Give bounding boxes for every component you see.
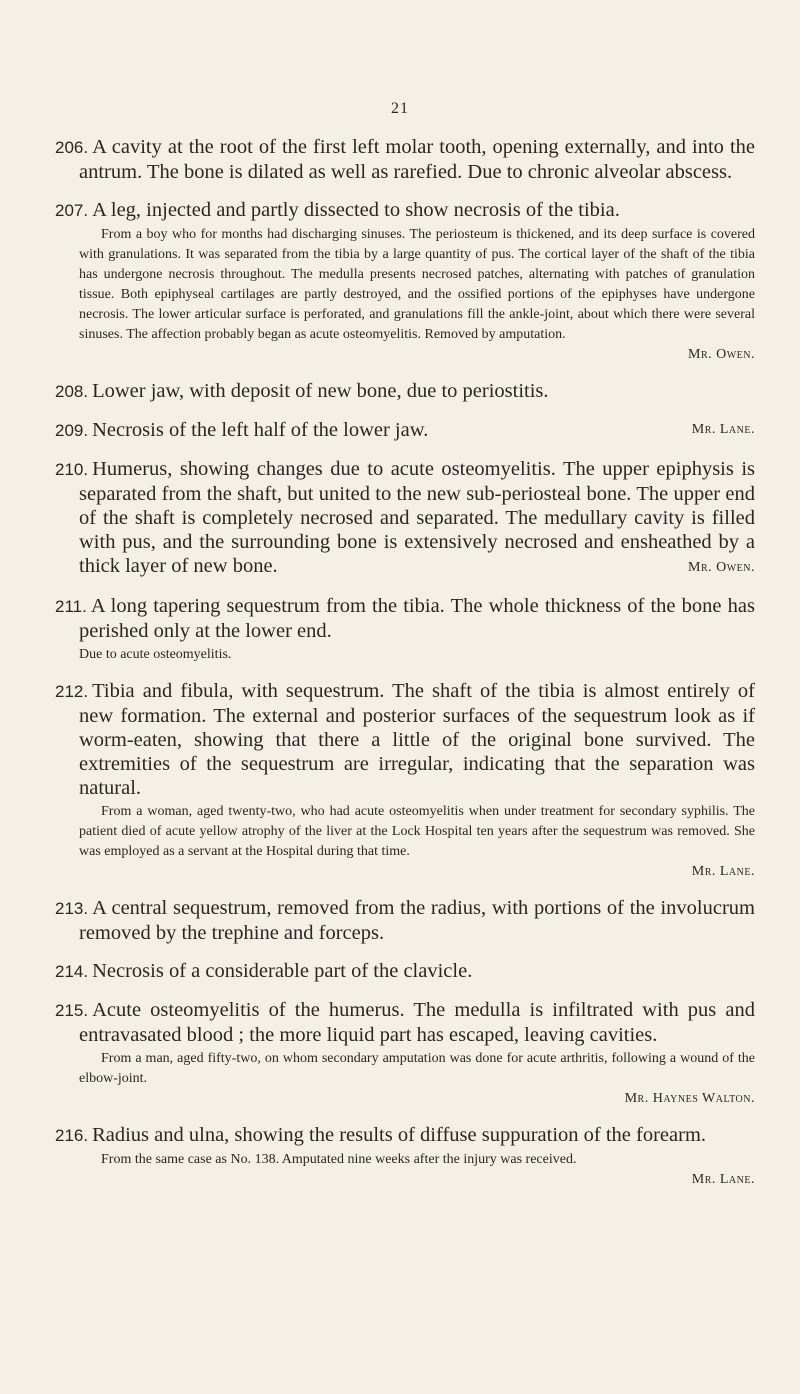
entry-number: 208. [55, 382, 89, 401]
page-number: 21 [391, 100, 409, 117]
entry-number: 214. [55, 962, 89, 981]
entry-signature: Mr. Lane. [691, 422, 755, 437]
entry-207 [55, 198, 755, 365]
entry-text: Necrosis of the left half of the lower jaw. [92, 419, 429, 441]
entry-209 [55, 418, 755, 443]
entry-text: Lower jaw, with deposit of new bone, due to periostitis. [92, 380, 549, 402]
entry-signature: Mr. Haynes Walton. [624, 1091, 755, 1106]
entry-number: 212. [55, 682, 89, 701]
entry-text: Tibia and fibula, with sequestrum. The shaft of the tibia is almost entirely of new formation. The external and posterior surfaces of the sequestrum look as if worm-eaten, showing that there a little of the original bone survived. The extremities of the sequestrum are irregular, indicating that the separation was natural. [79, 680, 755, 799]
catalogue-entries [55, 135, 755, 1204]
entry-215 [55, 998, 755, 1109]
entry-212 [55, 679, 755, 882]
entry-text: A long tapering sequestrum from the tibia. The whole thickness of the bone has perished only at the lower end. [79, 595, 755, 642]
entry-text: Necrosis of a considerable part of the clavicle. [92, 960, 473, 982]
entry-210 [55, 457, 755, 580]
entry-text: Humerus, showing changes due to acute osteomyelitis. The upper epiphysis is separated from the shaft, but united to the new sub-periosteal bone. The upper end of the shaft is completely necrosed and separated. The medullary cavity is filled with pus, and the surrounding bone is extensively necrosed and ensheathed by a thick layer of new bone. [79, 458, 755, 577]
entry-signature: Mr. Owen. [688, 347, 755, 362]
entry-signature: Mr. Lane. [691, 864, 755, 879]
entry-216 [55, 1123, 755, 1190]
entry-text: A leg, injected and partly dissected to show necrosis of the tibia. [92, 199, 620, 221]
entry-211 [55, 594, 755, 665]
entry-number: 213. [55, 899, 89, 918]
entry-number: 207. [55, 201, 89, 220]
entry-signature: Mr. Lane. [691, 1172, 755, 1187]
entry-note: From a woman, aged twenty-two, who had acute osteomyelitis when under treatment for secondary syphilis. The patient died of acute yellow atrophy of the liver at the Lock Hospital ten years after the sequestrum was removed. She was employed as a servant at the Hospital during that time. [79, 804, 755, 859]
entry-number: 210. [55, 460, 89, 479]
entry-213 [55, 896, 755, 945]
entry-text: A cavity at the root of the first left molar tooth, opening externally, and into the antrum. The bone is dilated as well as rarefied. Due to chronic alveolar abscess. [79, 136, 755, 183]
entry-214 [55, 959, 755, 984]
entry-note: Due to acute osteomyelitis. [79, 647, 232, 662]
entry-note: From a boy who for months had discharging sinuses. The periosteum is thickened, and its deep surface is covered with granulations. It was separated from the tibia by a large quantity of pus. The cortical layer of the shaft of the tibia has undergone necrosis throughout. The medulla presents necrosed patches, alternating with patches of granulation tissue. Both epiphyseal cartilages are partly destroyed, and the ossified portions of the epiphyses have undergone necrosis. The lower articular surface is perforated, and granulations fill the ankle-joint, about which there were several sinuses. The affection probably began as acute osteomyelitis. Removed by amputation. [79, 227, 755, 342]
entry-signature: Mr. Owen. [688, 560, 755, 575]
entry-number: 211. [55, 597, 87, 616]
entry-number: 206. [55, 138, 89, 157]
entry-text: Acute osteomyelitis of the humerus. The medulla is infiltrated with pus and entravasated blood ; the more liquid part has escaped, leaving cavities. [79, 999, 755, 1046]
entry-text: Radius and ulna, showing the results of diffuse suppuration of the forearm. [92, 1124, 707, 1146]
entry-number: 215. [55, 1001, 89, 1020]
entry-number: 209. [55, 421, 89, 440]
entry-206 [55, 135, 755, 184]
entry-208 [55, 379, 755, 404]
entry-number: 216. [55, 1126, 89, 1145]
entry-note: From the same case as No. 138. Amputated nine weeks after the injury was received. [101, 1152, 577, 1167]
entry-note: From a man, aged fifty-two, on whom secondary amputation was done for acute arthritis, following a wound of the elbow-joint. [79, 1051, 755, 1086]
entry-text: A central sequestrum, removed from the radius, with portions of the involucrum removed by the trephine and forceps. [79, 897, 755, 944]
